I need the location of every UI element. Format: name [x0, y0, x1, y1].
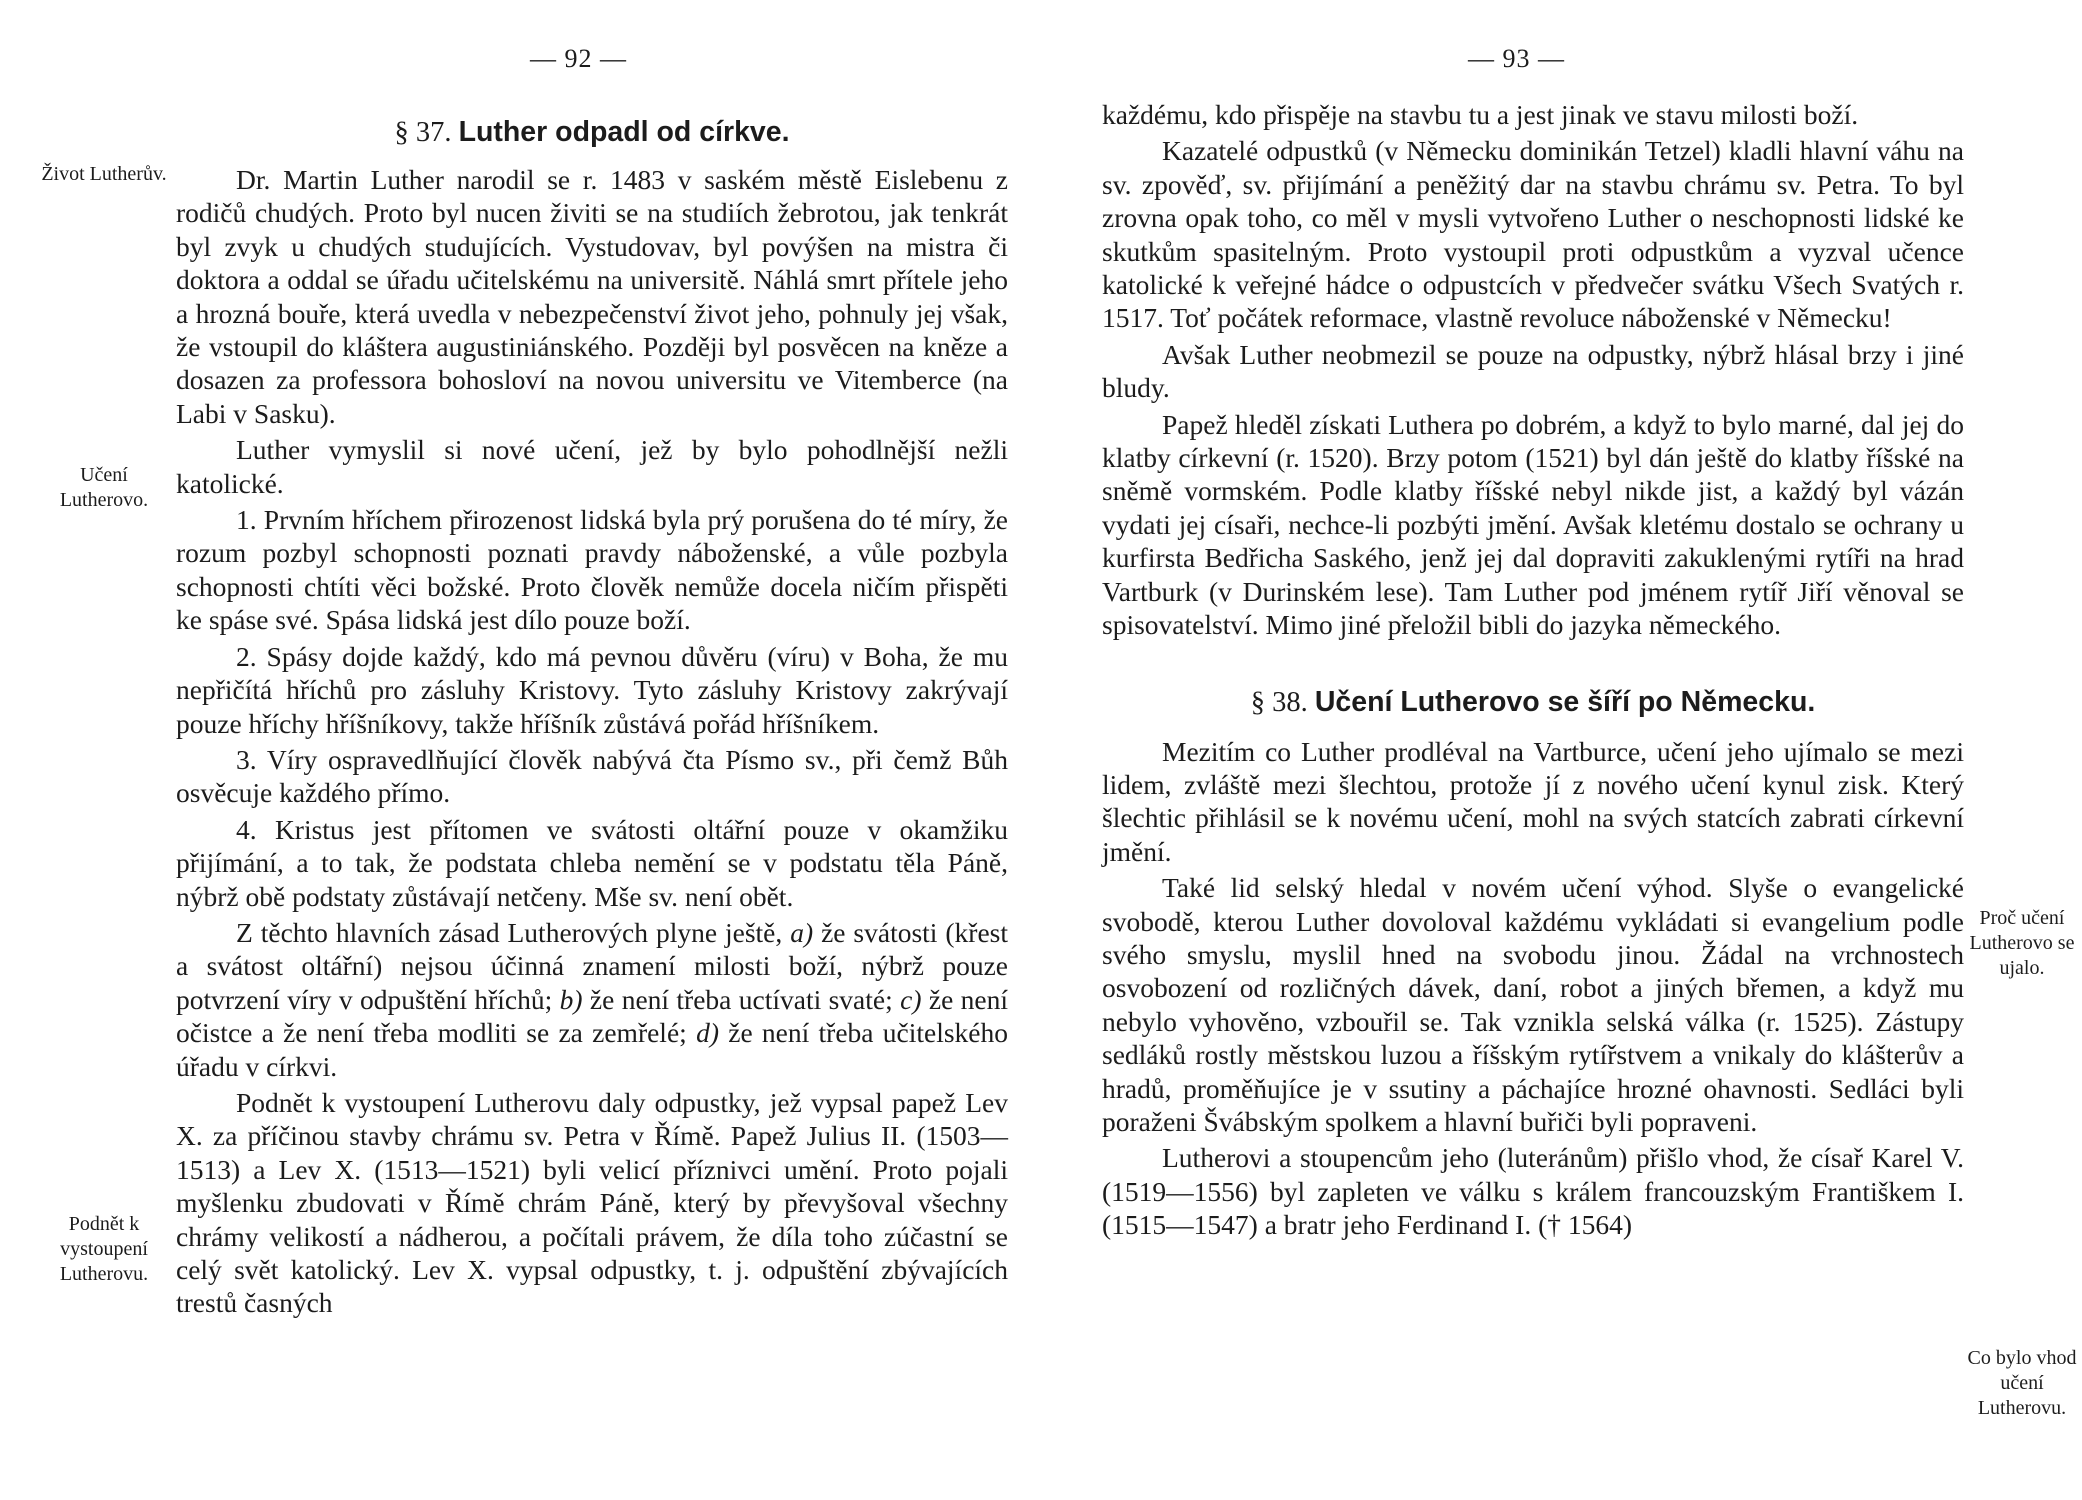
paragraph: Také lid selský hledal v novém učení výhod. Slyše o evangelické svobodě, kterou Luther dovoloval každému vykládati si evangelium podle svého smyslu, myslil hned na svobodu jinou. Žádal na vrchnostech osvobození od rozličných dávek, daní, robot a jiných břemen, a když mu nebylo vyhověno, vzbouřil se. Tak vznikla selská válka (r. 1525). Zástupy sedláků rostly městskou luzou a říšským rytířstvem a vnikaly do klášterův a hradů, proměňujíce je v ssutiny a páchajíce hrozné ohavnosti. Sedláci byli poraženi Švábským spolkem a hlavní buřiči byli popraveni. — [1102, 872, 1964, 1137]
paragraph: Papež hleděl získati Luthera po dobrém, a když to bylo marné, dal jej do klatby církevní (r. 1520). Brzy potom (1521) byl dán ještě do klatby říšské na sněmě vormském. Podle klatby říšské nebyl nikde jist, a každý byl vázán vydati jej císaři, nechce-li pozbýti jmění. Avšak kletému dostalo se ochrany u kurfirsta Bedřicha Saského, jenž jej dal dopraviti zakuklenými rytíři na hrad Vartburk (v Durinském lese). Tam Luther pod jménem rytíř Jiří věnoval se spisovatelství. Mimo jiné přeložil bibli do jazyka německého. — [1102, 408, 1964, 641]
margin-note: Podnět k vystoupení Lutherovu. — [59, 1213, 149, 1285]
section-title: Luther odpadl od církve. — [458, 116, 790, 148]
page-number: — 92 — — [530, 44, 627, 73]
section-heading — [176, 112, 1008, 153]
paragraph: Dr. Martin Luther narodil se r. 1483 v saském městě Eislebenu z rodičů chudých. Proto byl nucen živiti se na studiích žebrotou, jak tenkrát byl zvyk u chudých studujících. Vystudovav, byl povýšen na mistra či doktora a oddal se úřadu učitelskému na universitě. Náhlá smrt přítele jeho a hrozná bouře, která uvedla v nebezpečenství život jeho, pohnuly jej však, že vstoupil do kláštera augustiniánského. Později byl posvěcen na kněze a dosazen za professora bohosloví na novou universitu ve Vitemberce (na Labi v Sasku). — [176, 164, 1008, 429]
paragraph: Luther vymyslil si nové učení, jež by bylo pohodlnější nežli katolické. — [176, 434, 1008, 499]
section-title: Učení Lutherovo se šíří po Německu. — [1314, 685, 1816, 718]
paragraph: Podnět k vystoupení Lutherovu daly odpustky, jež vypsal papež Lev X. za příčinou stavby chrámu sv. Petra v Římě. Papež Julius II. (1503—1513) a Lev X. (1513—1521) byli velicí příznivci umění. Proto pojali myšlenku zbudovati v Římě chrám Páně, který by převyšoval všechny chrámy velikostí a nádherou, a počítali právem, že díla toho zúčastní se celý svět katolický. Lev X. vypsal odpustky, t. j. odpuštění zbývajících trestů časných — [176, 1086, 1008, 1319]
paragraph: 3. Víry ospravedlňující člověk nabývá čta Písmo sv., při čemž Bůh osvěcuje každého přímo. — [176, 743, 1008, 809]
margin-note: Co bylo vhod učení Lutherovu. — [1967, 1347, 2077, 1419]
margin-note: Proč učení Lutherovo se ujalo. — [1969, 907, 2075, 979]
section-heading — [1102, 682, 1964, 723]
margin-note: Učení Lutherovo. — [59, 464, 149, 511]
paragraph: Mezitím co Luther prodléval na Vartburce, učení jeho ujímalo se mezi lidem, zvláště mezi šlechtou, protože jí z nového učení kynul zisk. Který šlechtic přihlásil se k novému učení, mohl na svých statcích zabrati církevní jmění. — [1102, 735, 1964, 867]
right-page — [1040, 0, 2082, 1500]
body-text — [1102, 98, 1964, 1242]
paragraph: každému, kdo přispěje na stavbu tu a jest jinak ve stavu milosti boží. — [1102, 99, 1859, 130]
section-number: § 38. — [1250, 686, 1308, 718]
paragraph: 2. Spásy dojde každý, kdo má pevnou důvěru (víru) v Boha, že mu nepřičítá hříchů pro zásluhy Kristovy. Tyto zásluhy Kristovy zakrývají pouze hříchy hříšníkovy, takže hříšník zůstává pořád hříšníkem. — [176, 640, 1008, 739]
paragraph: 4. Kristus jest přítomen ve svátosti oltářní pouze v okamžiku přijímání, a to tak, že podstata chleba nemění se v podstatu těla Páně, nýbrž obě podstaty zůstávají netčeny. Mše sv. není obět. — [176, 813, 1008, 912]
paragraph: Z těchto hlavních zásad Lutherových plyne ještě, a) že svátosti (křest a svátost oltářní) nejsou účinná znamení milosti boží, nýbrž pouze potvrzení víry v odpuštění hříchů; b) že není třeba uctívati svaté; c) že není očistce a že není třeba modliti se za zemřelé; d) že není třeba učitelského úřadu v církvi. — [176, 916, 1009, 1082]
margin-note: Život Lutherův. — [41, 163, 167, 185]
left-page — [0, 0, 1040, 1500]
page-number: — 93 — — [1468, 44, 1565, 73]
paragraph: Avšak Luther neobmezil se pouze na odpustky, nýbrž hlásal brzy i jiné bludy. — [1102, 338, 1964, 404]
paragraph: 1. Prvním hříchem přirozenost lidská byla prý porušena do té míry, že rozum pozbyl schopnosti poznati pravdy náboženské, a vůle pozbyla schopnosti chtíti věci božské. Proto člověk nemůže docela ničím přispěti ke spáse své. Spása lidská jest dílo pouze boží. — [176, 504, 1008, 636]
paragraph: Lutherovi a stoupencům jeho (luteránům) přišlo vhod, že císař Karel V. (1519—1556) byl zapleten ve válku s králem francouzským Františkem I. (1515—1547) a bratr jeho Ferdinand I. († 1564) — [1102, 1142, 1964, 1241]
paragraph: Kazatelé odpustků (v Německu dominikán Tetzel) kladli hlavní váhu na sv. zpověď, sv. přijímání a peněžitý dar na stavbu chrámu sv. Petra. To byl zrovna opak toho, co měl v mysli vytvořeno Luther o neschopnosti lidské ke skutkům spasitelným. Proto vystoupil proti odpustkům a vyzval učence katolické k veřejné hádce o odpustcích v předvečer svátku Všech Svatých r. 1517. Toť počátek reformace, vlastně revoluce náboženské v Německu! — [1102, 135, 1964, 334]
section-number: § 37. — [394, 117, 452, 148]
body-text — [176, 163, 1008, 1320]
